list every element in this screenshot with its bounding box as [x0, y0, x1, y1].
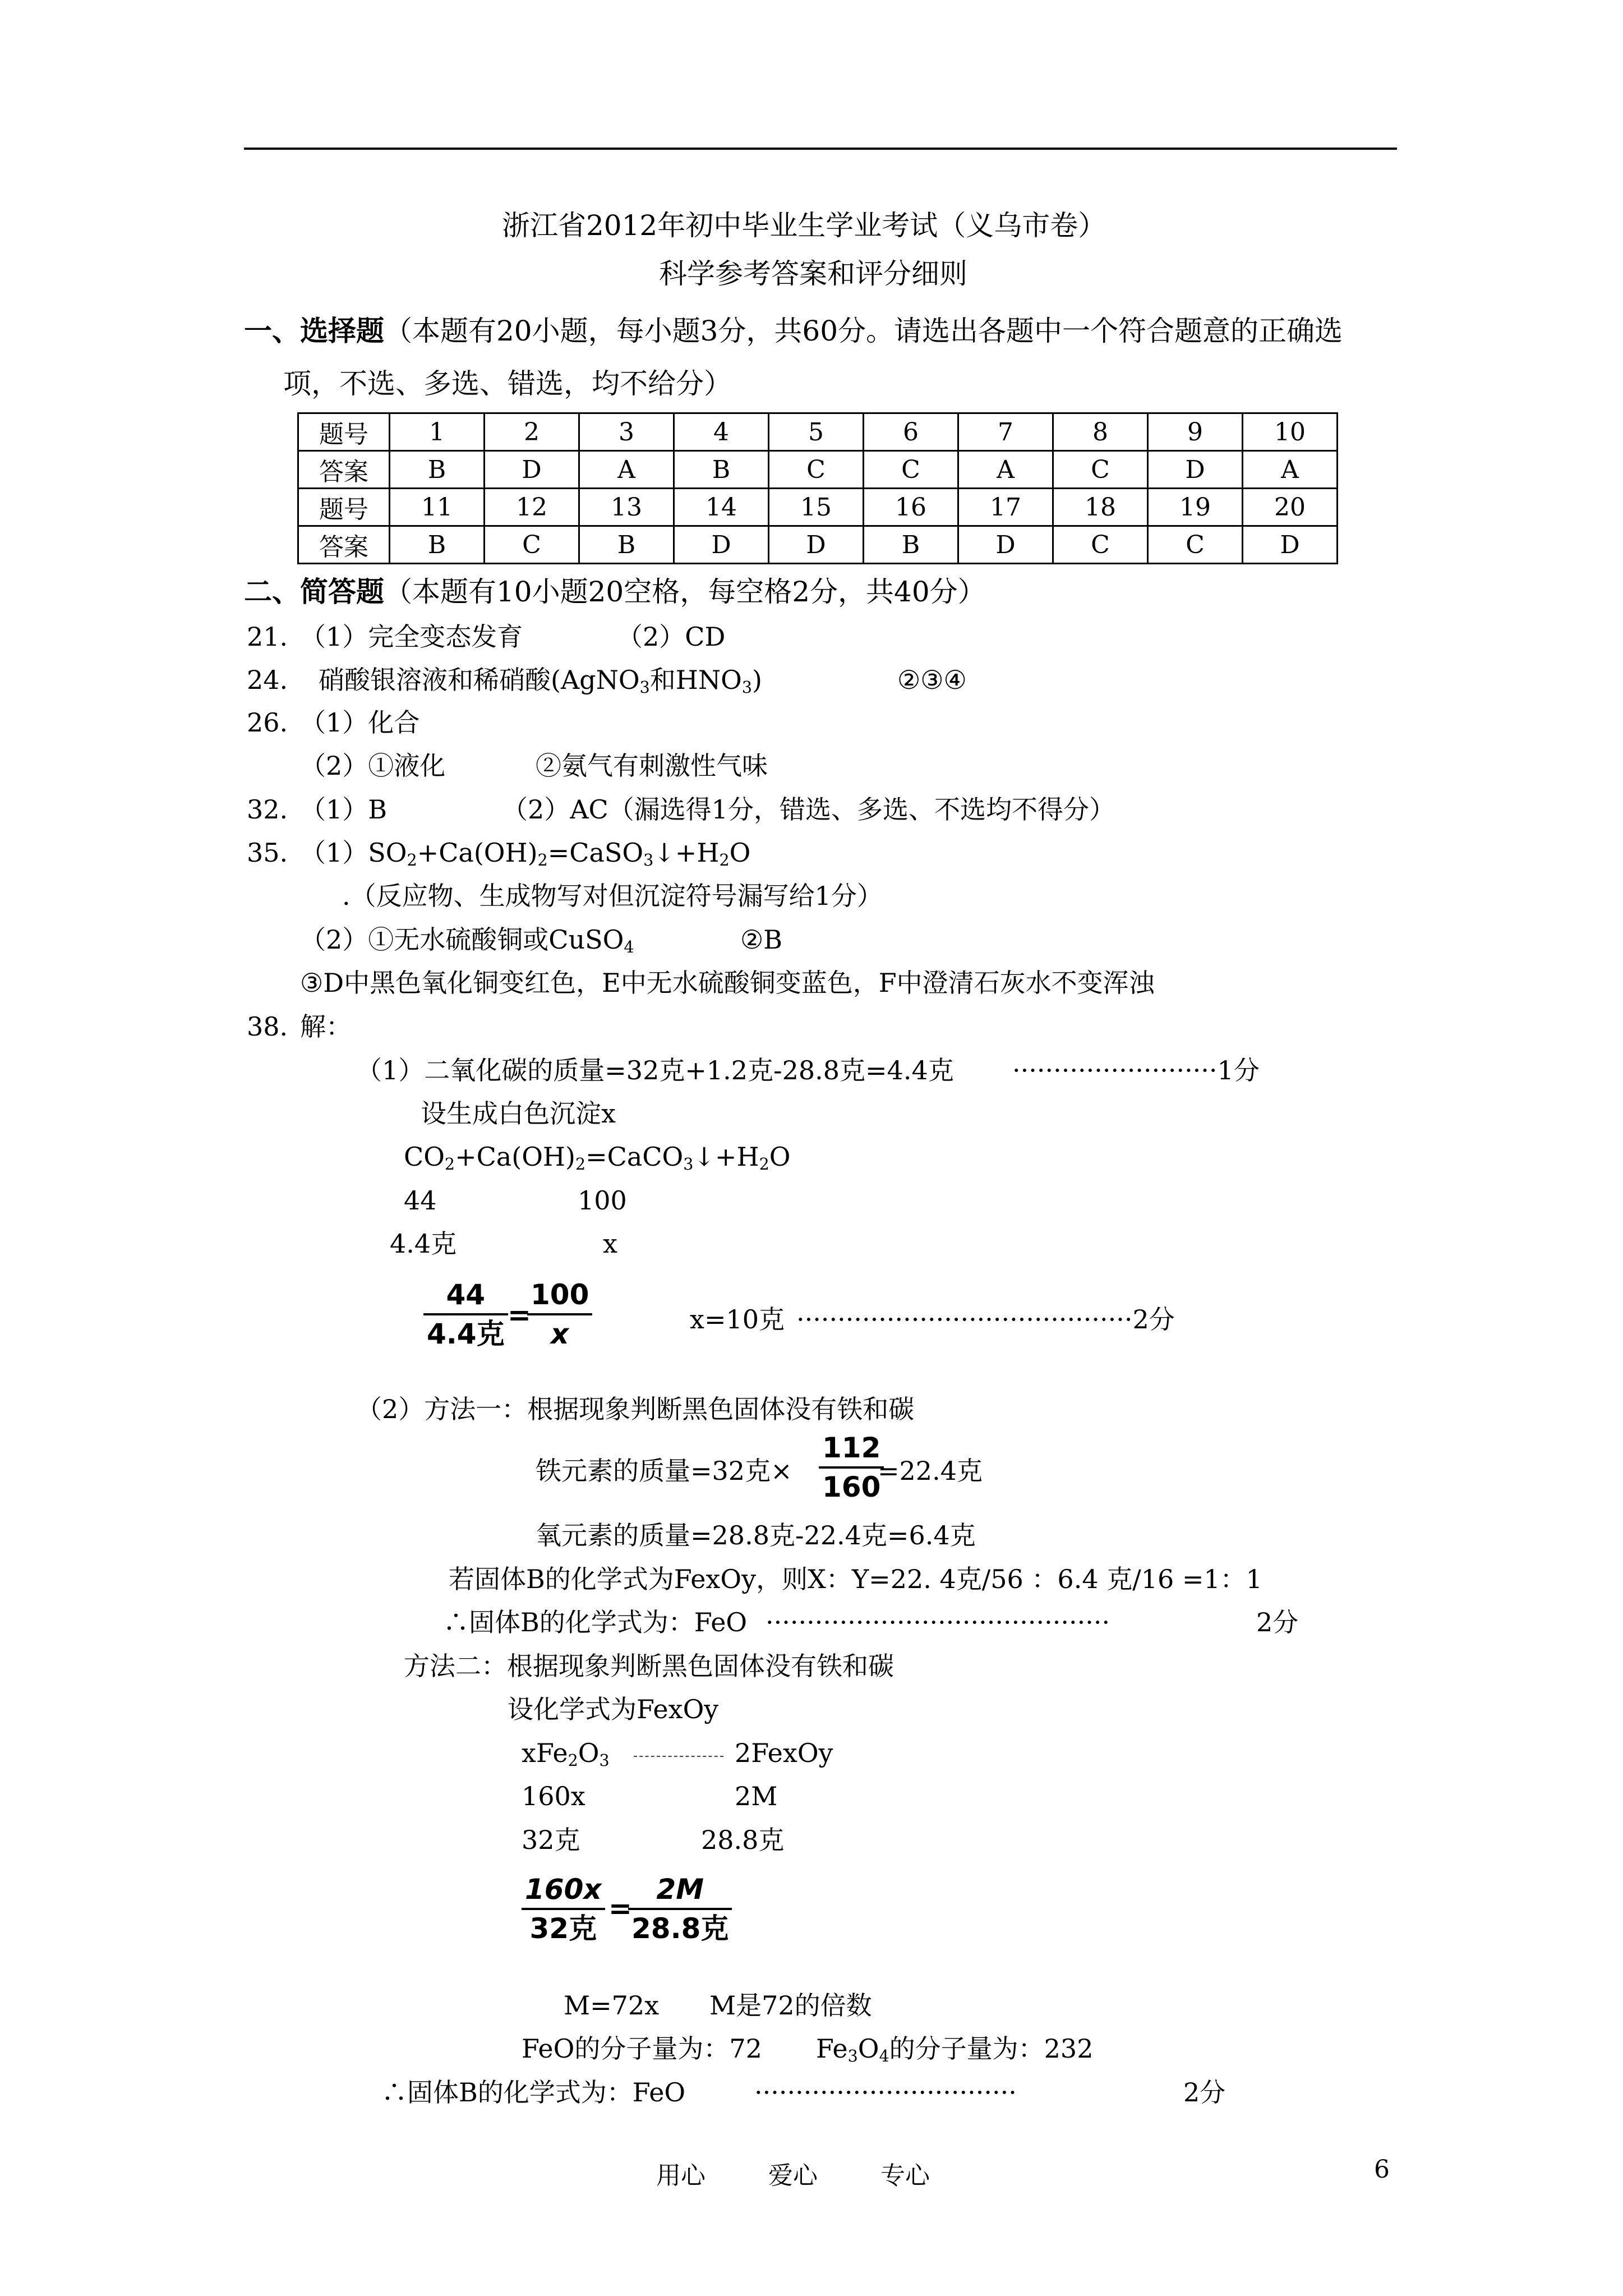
q26-answer-2b: ②氨气有刺激性气味 — [536, 751, 768, 781]
q38-ratio: 若固体B的化学式为FexOy，则X：Y=22. 4克/56 ：6.4 克/16 =1：1 — [449, 1564, 1262, 1594]
q21-answer-2: （2）CD — [617, 622, 726, 652]
q26-number: 26. — [247, 707, 288, 738]
answer-table-cell: 14 — [674, 489, 769, 526]
q38-method2-result-2: M是72的倍数 — [709, 1990, 872, 2021]
answer-table-row-header: 题号 — [298, 489, 390, 526]
answer-table-cell: D — [1148, 451, 1243, 489]
answer-table-cell: B — [390, 451, 485, 489]
q38-method1-title: （2）方法一：根据现象判断黑色固体没有铁和碳 — [356, 1394, 915, 1424]
answer-table-row-header: 答案 — [298, 526, 390, 564]
q35-answer-2a: （2）①无水硫酸铜或CuSO$_4$ — [300, 924, 634, 957]
q26-answer-1: （1）化合 — [300, 707, 420, 738]
answer-table-cell: A — [1243, 451, 1338, 489]
answer-table-cell: 7 — [958, 413, 1053, 451]
answer-table-cell: 9 — [1148, 413, 1243, 451]
q38-method2-mw-fe3o4: $Fe_3O_4$的分子量为：232 — [816, 2033, 1094, 2066]
q38-result-x: x=10克 — [690, 1304, 785, 1335]
q38-conclusion-1-score: 2分 — [1256, 1607, 1299, 1637]
q21-answer-1: （1）完全变态发育 — [300, 622, 523, 652]
answer-table-cell: 4 — [674, 413, 769, 451]
footer-text-3: 专心 — [880, 2161, 930, 2190]
q38-fe-mass-result: =22.4克 — [878, 1456, 983, 1486]
section-1-label: 一、选择题 — [244, 314, 384, 347]
q38-method2-mass-2: 28.8克 — [701, 1825, 785, 1855]
q38-method2-eq-arrow — [634, 1756, 723, 1757]
q26-answer-2a: （2）①液化 — [300, 751, 446, 781]
q38-method2-result-1: M=72x — [564, 1990, 660, 2021]
section-1-heading — [244, 313, 1343, 349]
section-2-heading — [244, 574, 986, 610]
fraction-2M-over-28.8: 2M 28.8克 — [628, 1871, 732, 1947]
q38-method2-set: 设化学式为FexOy — [508, 1694, 719, 1724]
q38-o-mass: 氧元素的质量=28.8克-22.4克=6.4克 — [536, 1520, 976, 1550]
answer-table-cell: A — [579, 451, 674, 489]
q38-conclusion-1-dots: ·········································· — [766, 1607, 1110, 1637]
answer-table-cell: 20 — [1243, 489, 1338, 526]
q35-equation: $(1)SO_2+Ca(OH)_2=CaSO_3↓+H_2O$ — [300, 838, 751, 870]
answer-table-row-header: 答案 — [298, 451, 390, 489]
answer-table-cell: A — [958, 451, 1053, 489]
section-1-desc-2: 项，不选、多选、错选，均不给分） — [283, 367, 732, 400]
q38-number: 38. — [247, 1011, 288, 1042]
answer-table-cell: B — [390, 526, 485, 564]
q35-answer-3: ③D中黑色氧化铜变红色，E中无水硫酸铜变蓝色，F中澄清石灰水不变浑浊 — [300, 968, 1155, 998]
answer-table-cell: 18 — [1053, 489, 1148, 526]
section-2-label: 二、简答题 — [244, 575, 384, 608]
answer-table-cell: C — [769, 451, 864, 489]
q35-answer-2b: ②B — [740, 924, 783, 955]
q38-method2-mass-1: 32克 — [522, 1825, 580, 1855]
section-1-desc-1: （本题有20小题，每小题3分，共60分。请选出各题中一个符合题意的正确选 — [384, 315, 1343, 347]
answer-table-cell: D — [958, 526, 1053, 564]
title-main: 浙江省2012年初中毕业生学业考试（义乌市卷） — [502, 209, 1106, 242]
answer-table-cell: C — [864, 451, 958, 489]
q38-method2-molar-2: 2M — [735, 1781, 778, 1811]
page-number: 6 — [1374, 2155, 1390, 2184]
q38-let-x: 设生成白色沉淀x — [421, 1098, 616, 1129]
q38-conclusion-2: ∴固体B的化学式为：FeO — [381, 2077, 686, 2108]
answer-table-row-header: 题号 — [298, 413, 390, 451]
q38-equation: $CO_2+Ca(OH)_2=CaCO_3↓+H_2O$ — [404, 1142, 791, 1174]
answer-table-cell: 17 — [958, 489, 1053, 526]
answer-table-cell: 10 — [1243, 413, 1338, 451]
q38-conclusion-2-dots: ································ — [754, 2077, 1017, 2108]
q38-method2-eq-right: 2FexOy — [735, 1738, 833, 1768]
answer-table-row — [298, 526, 1338, 564]
answer-table-cell: C — [485, 526, 579, 564]
equals-sign-2: = — [608, 1892, 632, 1925]
answer-table-cell: 13 — [579, 489, 674, 526]
q38-mass-x: x — [603, 1228, 617, 1259]
answer-table-cell: 1 — [390, 413, 485, 451]
q38-conclusion-2-score: 2分 — [1183, 2077, 1226, 2108]
equals-sign-1: = — [508, 1299, 531, 1331]
q38-part1-co2-mass: （1）二氧化碳的质量=32克+1.2克-28.8克=4.4克 — [356, 1055, 954, 1085]
q35-note: .（反应物、生成物写对但沉淀符号漏写给1分） — [342, 881, 883, 911]
fraction-112-over-160: 112 160 — [819, 1429, 884, 1506]
header-rule — [244, 148, 1397, 150]
answer-table-cell: 12 — [485, 489, 579, 526]
title-sub: 科学参考答案和评分细则 — [659, 257, 967, 290]
fraction-44-over-4.4: 44 4.4克 — [423, 1276, 508, 1352]
answer-table-cell: 3 — [579, 413, 674, 451]
answer-table-cell: 5 — [769, 413, 864, 451]
q38-method2-mw-feo: FeO的分子量为：72 — [522, 2033, 762, 2064]
answer-table — [297, 412, 1338, 564]
answer-table-cell: D — [769, 526, 864, 564]
answer-table-row — [298, 413, 1338, 451]
q38-jie: 解： — [300, 1011, 352, 1042]
q38-method2-title: 方法二：根据现象判断黑色固体没有铁和碳 — [404, 1651, 894, 1681]
q24-number: 24. — [247, 665, 288, 695]
answer-table-cell: B — [579, 526, 674, 564]
q21-number: 21. — [247, 622, 288, 652]
answer-table-cell: C — [1148, 526, 1243, 564]
answer-table-cell: 15 — [769, 489, 864, 526]
answer-table-row — [298, 489, 1338, 526]
footer-text-2: 爱心 — [768, 2161, 818, 2190]
q32-number: 32. — [247, 794, 288, 825]
q38-molar-100: 100 — [578, 1185, 627, 1216]
q32-answer-1: （1）B — [300, 794, 388, 825]
q24-answer-1: 硝酸银溶液和稀硝酸(AgNO$_3$和$HNO_3$) — [319, 665, 762, 697]
q38-conclusion-1: ∴固体B的化学式为：FeO — [443, 1607, 748, 1637]
footer-text-1: 用心 — [656, 2161, 706, 2190]
answer-table-cell: D — [485, 451, 579, 489]
q38-part1-score: ·························1分 — [1012, 1055, 1260, 1085]
answer-table-cell: C — [1053, 451, 1148, 489]
section-2-desc: （本题有10小题20空格，每空格2分，共40分） — [384, 576, 986, 608]
answer-table-cell: 2 — [485, 413, 579, 451]
answer-table-cell: 19 — [1148, 489, 1243, 526]
q24-answer-2: ②③④ — [897, 665, 967, 695]
answer-table-cell: 11 — [390, 489, 485, 526]
answer-table-cell: 6 — [864, 413, 958, 451]
fraction-100-over-x: 100 x — [527, 1276, 592, 1352]
answer-table-cell: 8 — [1053, 413, 1148, 451]
answer-table-cell: D — [674, 526, 769, 564]
answer-table-cell: D — [1243, 526, 1338, 564]
fraction-160x-over-32: 160x 32克 — [522, 1871, 605, 1947]
answer-table-cell: B — [864, 526, 958, 564]
q35-number: 35. — [247, 838, 288, 868]
q38-method2-molar-1: 160x — [522, 1781, 585, 1811]
q32-answer-2: （2）AC（漏选得1分，错选、多选、不选均不得分） — [502, 794, 1115, 825]
q38-fe-mass-prefix: 铁元素的质量=32克× — [536, 1456, 792, 1486]
answer-table-cell: 16 — [864, 489, 958, 526]
q38-mass-4.4: 4.4克 — [390, 1228, 457, 1259]
q38-result-score: ·········································2分 — [796, 1304, 1175, 1335]
answer-table-cell: B — [674, 451, 769, 489]
answer-table-row — [298, 451, 1338, 489]
q38-molar-44: 44 — [404, 1185, 437, 1216]
q38-method2-eq-left: $xFe_2O_3$ — [522, 1738, 610, 1770]
answer-table-cell: C — [1053, 526, 1148, 564]
